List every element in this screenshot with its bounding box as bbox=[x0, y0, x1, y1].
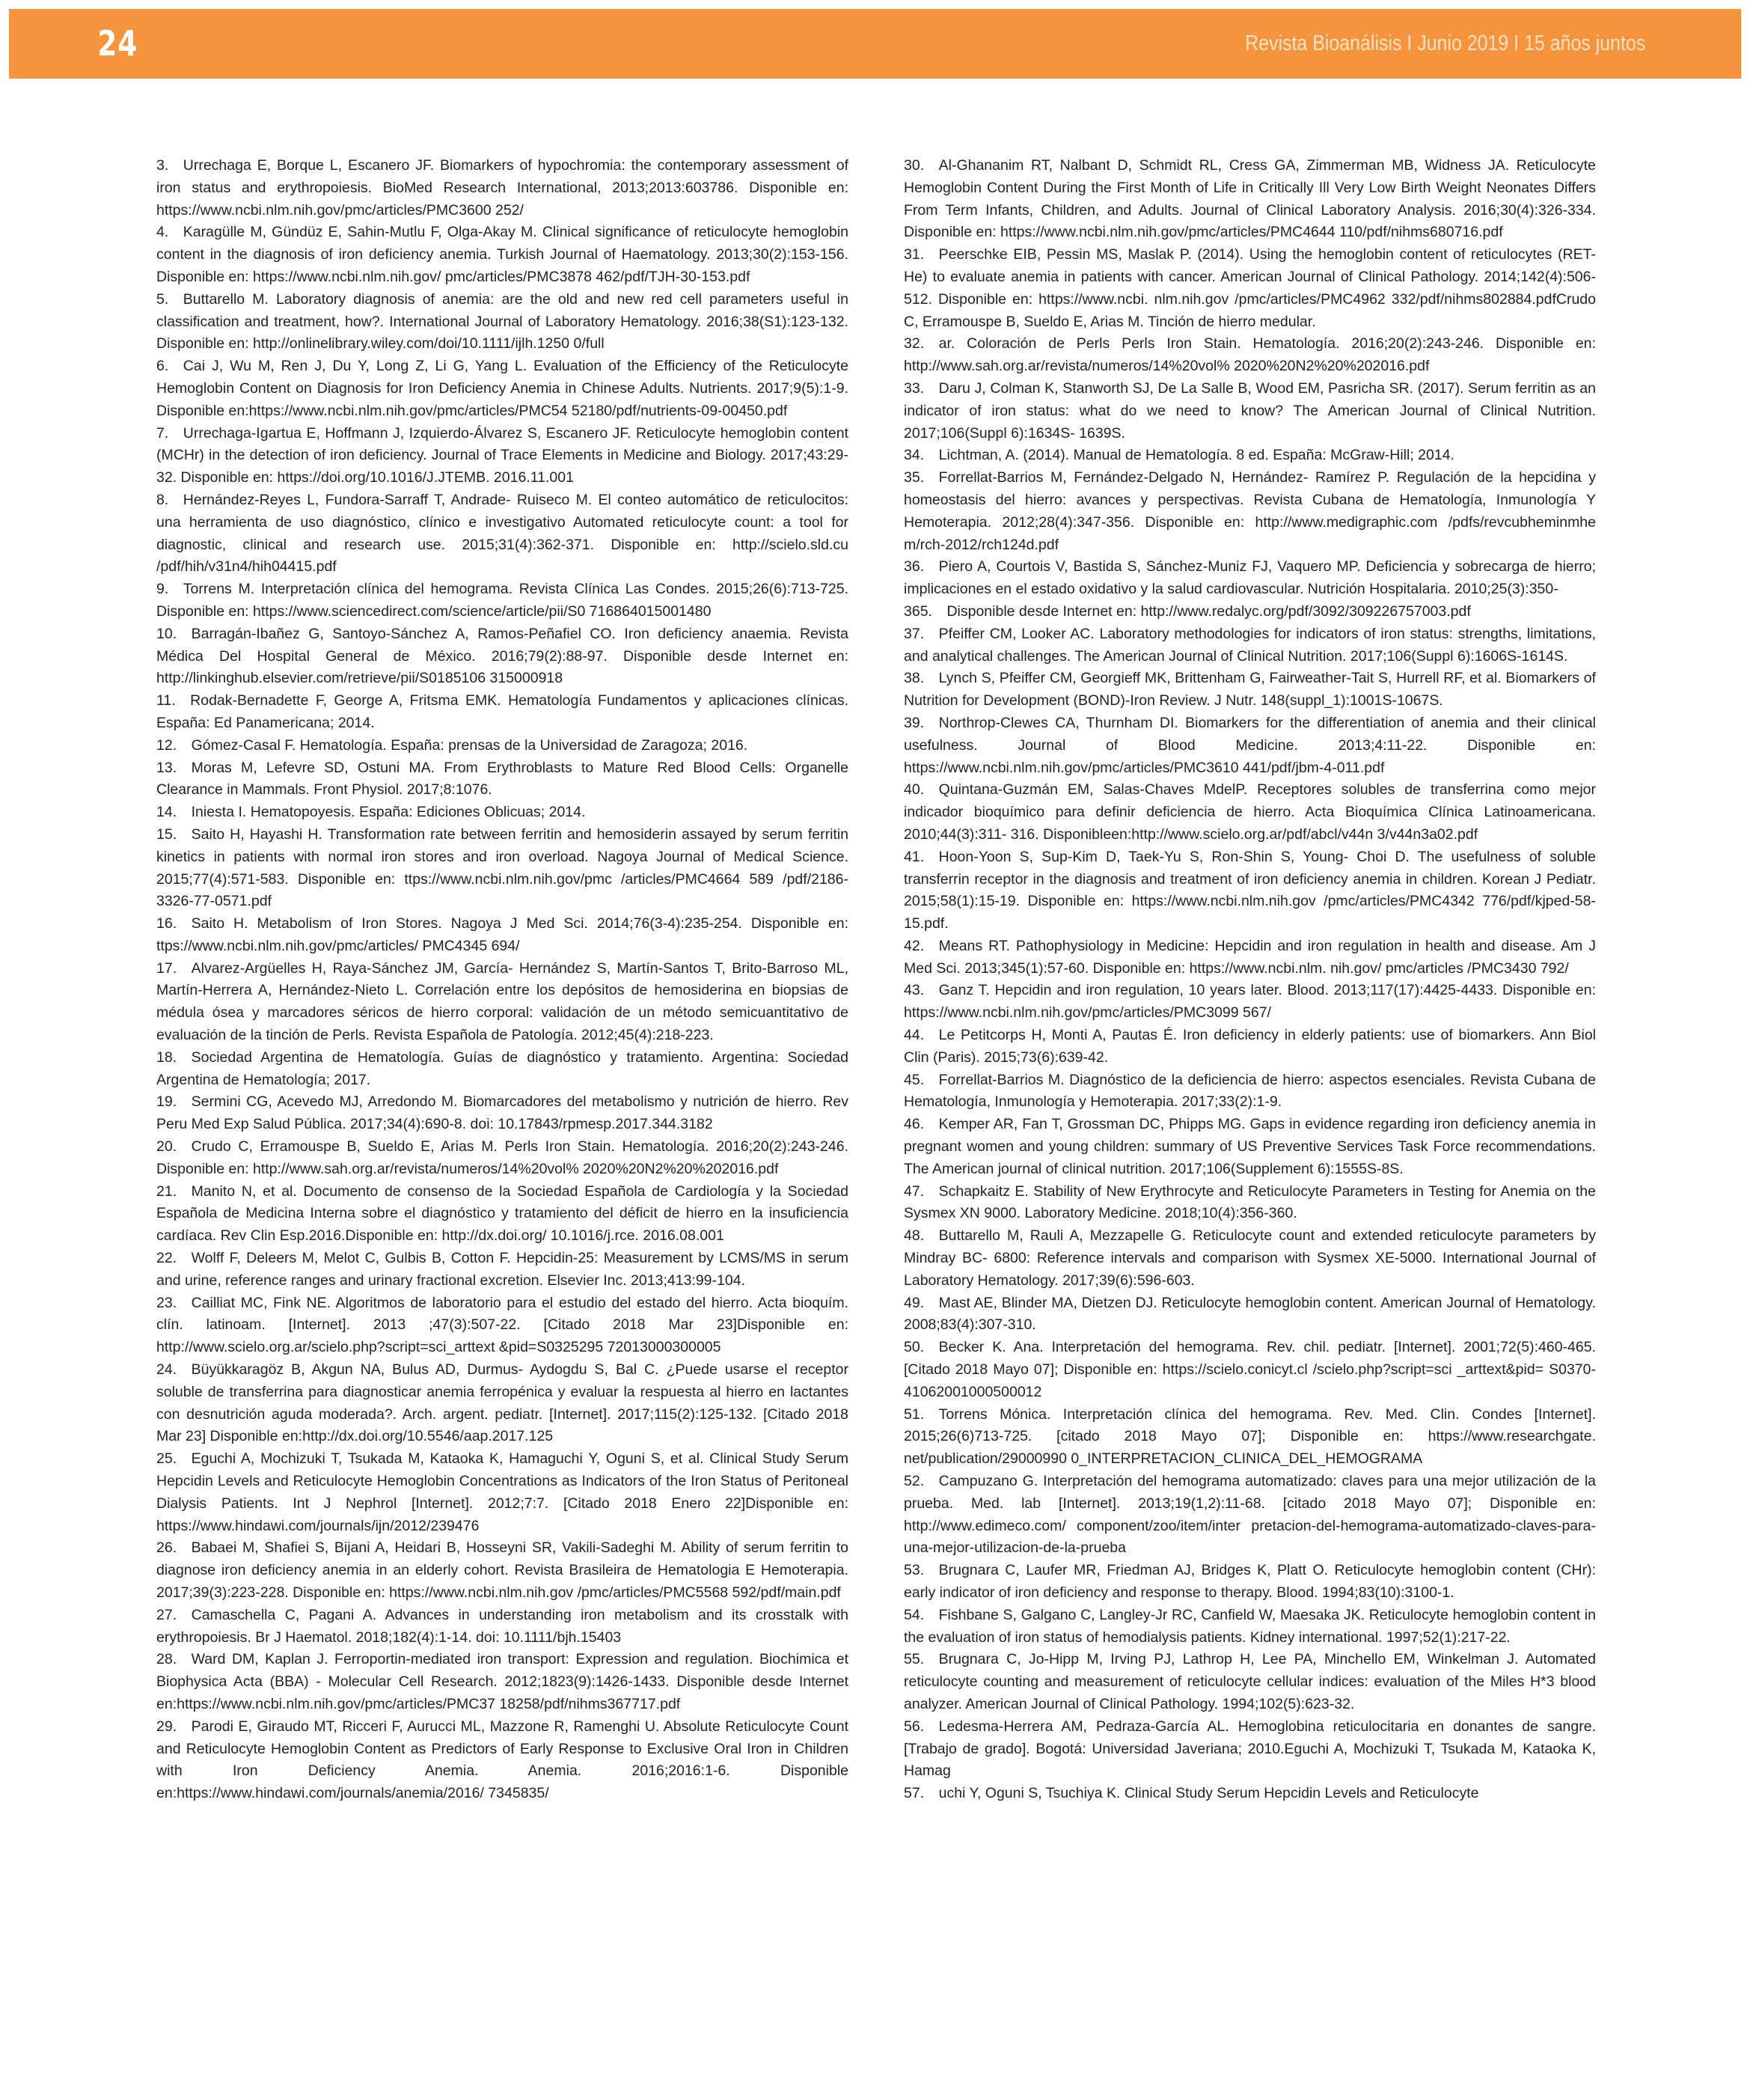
reference-entry: 22. Wolff F, Deleers M, Melot C, Gulbis B, Cotton F. Hepcidin-25: Measurement by LCMS/MS in serum and urine, reference ranges and urinary fractional excretion. Elsevier Inc. 2013;413:99-104. bbox=[156, 1250, 848, 1289]
reference-entry: 41. Hoon-Yoon S, Sup-Kim D, Taek-Yu S, Ron-Shin S, Young- Choi D. The usefulness of soluble transferrin receptor in the diagnosis and treatment of iron deficiency anemia in children. Korean J Pediatr. 2015;58(1):15-19. Disponible en: https://www.ncbi.nlm.nih.gov /pmc/articles/PMC4342 776/pdf/kjped-58-15.pdf. bbox=[904, 848, 1596, 933]
reference-entry: 12. Gómez-Casal F. Hematología. España: prensas de la Universidad de Zaragoza; 2016. bbox=[156, 736, 748, 754]
reference-entry: 365. Disponible desde Internet en: http://www.redalyc.org/pdf/3092/309226757003.pdf bbox=[904, 602, 1471, 620]
reference-entry: 18. Sociedad Argentina de Hematología. Guías de diagnóstico y tratamiento. Argentina: Sociedad Argentina de Hematología; 2017. bbox=[156, 1049, 848, 1088]
reference-entry: 54. Fishbane S, Galgano C, Langley-Jr RC, Canfield W, Maesaka JK. Reticulocyte hemoglobin content in the evaluation of iron status of hemodialysis patients. Kidney international. 1997;52(1):217-22. bbox=[904, 1606, 1596, 1646]
references-column-left bbox=[156, 155, 848, 1805]
reference-entry: 34. Lichtman, A. (2014). Manual de Hematología. 8 ed. España: McGraw-Hill; 2014. bbox=[904, 447, 1454, 464]
reference-entry: 20. Crudo C, Erramouspe B, Sueldo E, Arias M. Perls Iron Stain. Hematología. 2016;20(2):243-246. Disponible en: http://www.sah.org.ar/revista/numeros/14%20vol% 2020%20N2%20%202016.pdf bbox=[156, 1138, 848, 1177]
reference-entry: 55. Brugnara C, Jo-Hipp M, Irving PJ, Lathrop H, Lee PA, Minchello EM, Winkelman J. Automated reticulocyte counting and measurement of reticulocyte cellular indices: evaluation of the Miles H*3 blood analyzer. American Journal of Clinical Pathology. 1994;102(5):623-32. bbox=[904, 1651, 1596, 1712]
reference-entry: 37. Pfeiffer CM, Looker AC. Laboratory methodologies for indicators of iron status: strengths, limitations, and analytical challenges. The American Journal of Clinical Nutrition. 2017;106(Suppl 6):1606S-1614S. bbox=[904, 625, 1596, 665]
reference-entry: 44. Le Petitcorps H, Monti A, Pautas É. Iron deficiency in elderly patients: use of biomarkers. Ann Biol Clin (Paris). 2015;73(6):639-42. bbox=[904, 1027, 1596, 1066]
reference-entry: 45. Forrellat-Barrios M. Diagnóstico de la deficiencia de hierro: aspectos esenciales. Revista Cubana de Hematología, Inmunología y Hemoterapia. 2017;33(2):1-9. bbox=[904, 1071, 1596, 1111]
reference-entry: 27. Camaschella C, Pagani A. Advances in understanding iron metabolism and its crosstalk with erythropoiesis. Br J Haematol. 2018;182(4):1-14. doi: 10.1111/bjh.15403 bbox=[156, 1606, 848, 1646]
reference-entry: 30. Al-Ghananim RT, Nalbant D, Schmidt RL, Cress GA, Zimmerman MB, Widness JA. Reticulocyte Hemoglobin Content During the First Month of Life in Critically Ill Very Low Birth Weight Neonates Differs From Term Infants, Children, and Adults. Journal of Clinical Laboratory Analysis. 2016;30(4):326-334. Disponible en: https://www.ncbi.nlm.nih.gov/pmc/articles/PMC4644 110/pdf/nihms680716.pdf bbox=[904, 157, 1596, 241]
reference-entry: 53. Brugnara C, Laufer MR, Friedman AJ, Bridges K, Platt O. Reticulocyte hemoglobin content (CHr): early indicator of iron deficiency and response to therapy. Blood. 1994;83(10):3100-1. bbox=[904, 1562, 1596, 1601]
reference-entry: 17. Alvarez-Argüelles H, Raya-Sánchez JM, García- Hernández S, Martín-Santos T, Brito-Barroso ML, Martín-Herrera A, Hernández-Nieto L. Correlación entre los depósitos de hemosiderina en biopsias de médula ósea y marcadores séricos de hierro corporal: validación de un método semicuantitativo de evaluación de la tinción de Perls. Revista Española de Patología. 2012;45(4):218-223. bbox=[156, 959, 848, 1044]
reference-entry: 56. Ledesma-Herrera AM, Pedraza-García AL. Hemoglobina reticulocitaria en donantes de sangre. [Trabajo de grado]. Bogotá: Universidad Javeriana; 2010.Eguchi A, Mochizuki T, Tsukada M, Kataoka K, Hamag bbox=[904, 1718, 1596, 1780]
reference-entry: 19. Sermini CG, Acevedo MJ, Arredondo M. Biomarcadores del metabolismo y nutrición de hierro. Rev Peru Med Exp Salud Pública. 2017;34(4):690-8. doi: 10.17843/rpmesp.2017.344.3182 bbox=[156, 1093, 848, 1133]
reference-entry: 46. Kemper AR, Fan T, Grossman DC, Phipps MG. Gaps in evidence regarding iron deficiency anemia in pregnant women and young children: summary of US Preventive Services Task Force recommendations. The American journal of clinical nutrition. 2017;106(Supplement 6):1555S-8S. bbox=[904, 1116, 1596, 1177]
reference-entry: 9. Torrens M. Interpretación clínica del hemograma. Revista Clínica Las Condes. 2015;26(6):713-725. Disponible en: https://www.sciencedirect.com/science/article/pii/S0 716864015001480 bbox=[156, 581, 848, 620]
reference-entry: 16. Saito H. Metabolism of Iron Stores. Nagoya J Med Sci. 2014;76(3-4):235-254. Disponible en: ttps://www.ncbi.nlm.nih.gov/pmc/articles/ PMC4345 694/ bbox=[156, 915, 848, 954]
reference-entry: 11. Rodak-Bernadette F, George A, Fritsma EMK. Hematología Fundamentos y aplicaciones clínicas. España: Ed Panamericana; 2014. bbox=[156, 692, 848, 731]
reference-entry: 32. ar. Coloración de Perls Perls Iron Stain. Hematología. 2016;20(2):243-246. Disponible en: http://www.sah.org.ar/revista/numeros/14%20vol% 2020%20N2%20%202016.pdf bbox=[904, 335, 1596, 375]
page-header-bar bbox=[9, 9, 1741, 79]
reference-entry: 40. Quintana-Guzmán EM, Salas-Chaves MdelP. Receptores solubles de transferrina como mejor indicador bioquímico para definir deficiencia de hierro. Acta Bioquímica Clínica Latinoamericana. 2010;44(3):311- 316. Disponibleen:http://www.scielo.org.ar/pdf/abcl/v44n 3/v44n3a02.pdf bbox=[904, 781, 1596, 843]
page-number: 24 bbox=[97, 23, 138, 64]
reference-entry: 8. Hernández-Reyes L, Fundora-Sarraff T, Andrade- Ruiseco M. El conteo automático de reticulocitos: una herramienta de uso diagnóstico, clínico e investigativo Automated reticulocyte count: a tool for diagnostic, clinical and research use. 2015;31(4):362-371. Disponible en: http://scielo.sld.cu /pdf/hih/v31n4/hih04415.pdf bbox=[156, 491, 848, 576]
reference-entry: 47. Schapkaitz E. Stability of New Erythrocyte and Reticulocyte Parameters in Testing for Anemia on the Sysmex XN 9000. Laboratory Medicine. 2018;10(4):356-360. bbox=[904, 1182, 1596, 1222]
reference-entry: 6. Cai J, Wu M, Ren J, Du Y, Long Z, Li G, Yang L. Evaluation of the Efficiency of the Reticulocyte Hemoglobin Content on Diagnosis for Iron Deficiency Anemia in Chinese Adults. Nutrients. 2017;9(5):1-9. Disponible en:https://www.ncbi.nlm.nih.gov/pmc/articles/PMC54 52180/pdf/nutrients-09-00450.pdf bbox=[156, 358, 848, 419]
references-section bbox=[156, 155, 1596, 1944]
reference-entry: 14. Iniesta I. Hematopoyesis. España: Ediciones Oblicuas; 2014. bbox=[156, 804, 586, 821]
reference-entry: 39. Northrop-Clewes CA, Thurnham DI. Biomarkers for the differentiation of anemia and their clinical usefulness. Journal of Blood Medicine. 2013;4:11-22. Disponible en: https://www.ncbi.nlm.nih.gov/pmc/articles/PMC3610 441/pdf/jbm-4-011.pdf bbox=[904, 714, 1596, 776]
reference-entry: 28. Ward DM, Kaplan J. Ferroportin-mediated iron transport: Expression and regulation. Biochimica et Biophysica Acta (BBA) - Molecular Cell Research. 2012;1823(9):1426-1433. Disponible desde Internet en:https://www.ncbi.nlm.nih.gov/pmc/articles/PMC37 18258/pdf/nihms367717.pdf bbox=[156, 1651, 848, 1712]
reference-entry: 52. Campuzano G. Interpretación del hemograma automatizado: claves para una mejor utilización de la prueba. Med. lab [Internet]. 2013;19(1,2):11-68. [citado 2018 Mayo 07]; Disponible en: http://www.edimeco.com/ component/zoo/item/inter pretacion-del-hemograma-automatizado-claves-para-una-mejor-utilizacion-de-la-prueba bbox=[904, 1473, 1596, 1557]
reference-entry: 51. Torrens Mónica. Interpretación clínica del hemograma. Rev. Med. Clin. Condes [Internet]. 2015;26(6)713-725. [citado 2018 Mayo 07]; Disponible en: https://www.researchgate. net/publication/29000990 0_INTERPRETACION_CLINICA_DEL_HEMOGRAMA bbox=[904, 1405, 1596, 1468]
reference-entry: 57. uchi Y, Oguni S, Tsuchiya K. Clinical Study Serum Hepcidin Levels and Reticulocyte bbox=[904, 1785, 1479, 1802]
reference-entry: 42. Means RT. Pathophysiology in Medicine: Hepcidin and iron regulation in health and disease. Am J Med Sci. 2013;345(1):57-60. Disponible en: https://www.ncbi.nlm. nih.gov/ pmc/articles /PMC3430 792/ bbox=[904, 937, 1596, 977]
reference-entry: 26. Babaei M, Shafiei S, Bijani A, Heidari B, Hosseyni SR, Vakili-Sadeghi M. Ability of serum ferritin to diagnose iron deficiency anemia in an elderly cohort. Revista Brasileira de Hematologia E Hemoterapia. 2017;39(3):223-228. Disponible en: https://www.ncbi.nlm.nih.gov /pmc/articles/PMC5568 592/pdf/main.pdf bbox=[156, 1539, 848, 1601]
reference-entry: 21. Manito N, et al. Documento de consenso de la Sociedad Española de Cardiología y la Sociedad Española de Medicina Interna sobre el diagnóstico y tratamiento del déficit de hierro en la insuficiencia cardíaca. Rev Clin Esp.2016.Disponible en: http://dx.doi.org/ 10.1016/j.rce. 2016.08.001 bbox=[156, 1182, 848, 1245]
reference-entry: 25. Eguchi A, Mochizuki T, Tsukada M, Kataoka K, Hamaguchi Y, Oguni S, et al. Clinical Study Serum Hepcidin Levels and Reticulocyte Hemoglobin Concentrations as Indicators of the Iron Status of Peritoneal Dialysis Patients. Int J Nephrol [Internet]. 2012;7:7. [Citado 2018 Enero 22]Disponible en: https://www.hindawi.com/journals/ijn/2012/239476 bbox=[156, 1450, 848, 1534]
reference-entry: 43. Ganz T. Hepcidin and iron regulation, 10 years later. Blood. 2013;117(17):4425-4433. Disponible en: https://www.ncbi.nlm.nih.gov/pmc/articles/PMC3099 567/ bbox=[904, 982, 1596, 1022]
reference-entry: 15. Saito H, Hayashi H. Transformation rate between ferritin and hemosiderin assayed by serum ferritin kinetics in patients with normal iron stores and iron overload. Nagoya Journal of Medical Science. 2015;77(4):571-583. Disponible en: ttps://www.ncbi.nlm.nih.gov/pmc /articles/PMC4664 589 /pdf/2186-3326-77-0571.pdf bbox=[156, 825, 848, 910]
reference-entry: 23. Cailliat MC, Fink NE. Algoritmos de laboratorio para el estudio del estado del hierro. Acta bioquím. clín. latinoam. [Internet]. 2013 ;47(3):507-22. [Citado 2018 Mar 23]Disponible en: http://www.scielo.org.ar/scielo.php?script=sci_arttext &pid=S0325295 72013000300005 bbox=[156, 1294, 848, 1356]
reference-entry: 33. Daru J, Colman K, Stanworth SJ, De La Salle B, Wood EM, Pasricha SR. (2017). Serum ferritin as an indicator of iron status: what do we need to know? The American Journal of Clinical Nutrition. 2017;106(Suppl 6):1634S- 1639S. bbox=[904, 379, 1596, 442]
journal-title: Revista Bioanálisis I Junio 2019 I 15 años juntos bbox=[1244, 31, 1645, 55]
reference-entry: 5. Buttarello M. Laboratory diagnosis of anemia: are the old and new red cell parameters useful in classification and treatment, how?. International Journal of Laboratory Hematology. 2016;38(S1):123-132. Disponible en: http://onlinelibrary.wiley.com/doi/10.1111/ijlh.1250 0/full bbox=[156, 290, 848, 352]
reference-entry: 29. Parodi E, Giraudo MT, Ricceri F, Aurucci ML, Mazzone R, Ramenghi U. Absolute Reticulocyte Count and Reticulocyte Hemoglobin Content as Predictors of Early Response to Exclusive Oral Iron in Children with Iron Deficiency Anemia. Anemia. 2016;2016:1-6. Disponible en:https://www.hindawi.com/journals/anemia/2016/ 7345835/ bbox=[156, 1718, 848, 1802]
reference-entry: 7. Urrechaga-Igartua E, Hoffmann J, Izquierdo-Álvarez S, Escanero JF. Reticulocyte hemoglobin content (MCHr) in the detection of iron deficiency. Journal of Trace Elements in Medicine and Biology. 2017;43:29-32. Disponible en: https://doi.org/10.1016/J.JTEMB. 2016.11.001 bbox=[156, 424, 848, 486]
reference-entry: 10. Barragán-Ibañez G, Santoyo-Sánchez A, Ramos-Peñafiel CO. Iron deficiency anaemia. Revista Médica Del Hospital General de México. 2016;79(2):88-97. Disponible desde Internet en: http://linkinghub.elsevier.com/retrieve/pii/S0185106 315000918 bbox=[156, 625, 848, 687]
references-column-right bbox=[904, 155, 1596, 1805]
reference-entry: 36. Piero A, Courtois V, Bastida S, Sánchez-Muniz FJ, Vaquero MP. Deficiencia y sobrecarga de hierro; implicaciones en el estado oxidativo y la salud cardiovascular. Nutrición Hospitalaria. 2010;25(3):350- bbox=[904, 558, 1596, 598]
reference-entry: 24. Büyükkaragöz B, Akgun NA, Bulus AD, Durmus- Aydogdu S, Bal C. ¿Puede usarse el receptor soluble de transferrina para diagnosticar anemia ferropénica y evaluar la respuesta al hierro en lactantes con desnutrición aguda moderada?. Arch. argent. pediatr. [Internet]. 2017;115(2):125-132. [Citado 2018 Mar 23] Disponible en:http://dx.doi.org/10.5546/aap.2017.125 bbox=[156, 1361, 848, 1445]
reference-entry: 13. Moras M, Lefevre SD, Ostuni MA. From Erythroblasts to Mature Red Blood Cells: Organelle Clearance in Mammals. Front Physiol. 2017;8:1076. bbox=[156, 759, 848, 799]
reference-entry: 35. Forrellat-Barrios M, Fernández-Delgado N, Hernández- Ramírez P. Regulación de la hepcidina y homeostasis del hierro: avances y perspectivas. Revista Cubana de Hematología, Inmunología Y Hemoterapia. 2012;28(4):347-356. Disponible en: http://www.medigraphic.com /pdfs/revcubheminmhe m/rch-2012/rch124d.pdf bbox=[904, 469, 1596, 553]
reference-entry: 3. Urrechaga E, Borque L, Escanero JF. Biomarkers of hypochromia: the contemporary assessment of iron status and erythropoiesis. BioMed Research International, 2013;2013:603786. Disponible en: https://www.ncbi.nlm.nih.gov/pmc/articles/PMC3600 252/ bbox=[156, 157, 848, 219]
reference-entry: 38. Lynch S, Pfeiffer CM, Georgieff MK, Brittenham G, Fairweather-Tait S, Hurrell RF, et al. Biomarkers of Nutrition for Development (BOND)-Iron Review. J Nutr. 148(suppl_1):1001S-1067S. bbox=[904, 670, 1596, 709]
reference-entry: 4. Karagülle M, Gündüz E, Sahin-Mutlu F, Olga-Akay M. Clinical significance of reticulocyte hemoglobin content in the diagnosis of iron deficiency anemia. Turkish Journal of Haematology. 2013;30(2):153-156. Disponible en: https://www.ncbi.nlm.nih.gov/ pmc/articles/PMC3878 462/pdf/TJH-30-153.pdf bbox=[156, 224, 848, 285]
reference-entry: 49. Mast AE, Blinder MA, Dietzen DJ. Reticulocyte hemoglobin content. American Journal of Hematology. 2008;83(4):307-310. bbox=[904, 1294, 1596, 1334]
reference-entry: 50. Becker K. Ana. Interpretación del hemograma. Rev. chil. pediatr. [Internet]. 2001;72(5):460-465. [Citado 2018 Mayo 07]; Disponible en: https://scielo.conicyt.cl /scielo.php?script=sci _arttext&pid= S0370-41062001000500012 bbox=[904, 1339, 1596, 1400]
reference-entry: 48. Buttarello M, Rauli A, Mezzapelle G. Reticulocyte count and extended reticulocyte parameters by Mindray BC- 6800: Reference intervals and comparison with Sysmex XE-5000. International Journal of Laboratory Hematology. 2017;39(6):596-603. bbox=[904, 1227, 1596, 1289]
reference-entry: 31. Peerschke EIB, Pessin MS, Maslak P. (2014). Using the hemoglobin content of reticulocytes (RET-He) to evaluate anemia in patients with cancer. American Journal of Clinical Pathology. 2014;142(4):506-512. Disponible en: https://www.ncbi. nlm.nih.gov /pmc/articles/PMC4962 332/pdf/nihms802884.pdfCrudo C, Erramouspe B, Sueldo E, Arias M. Tinción de hierro medular. bbox=[904, 246, 1596, 330]
